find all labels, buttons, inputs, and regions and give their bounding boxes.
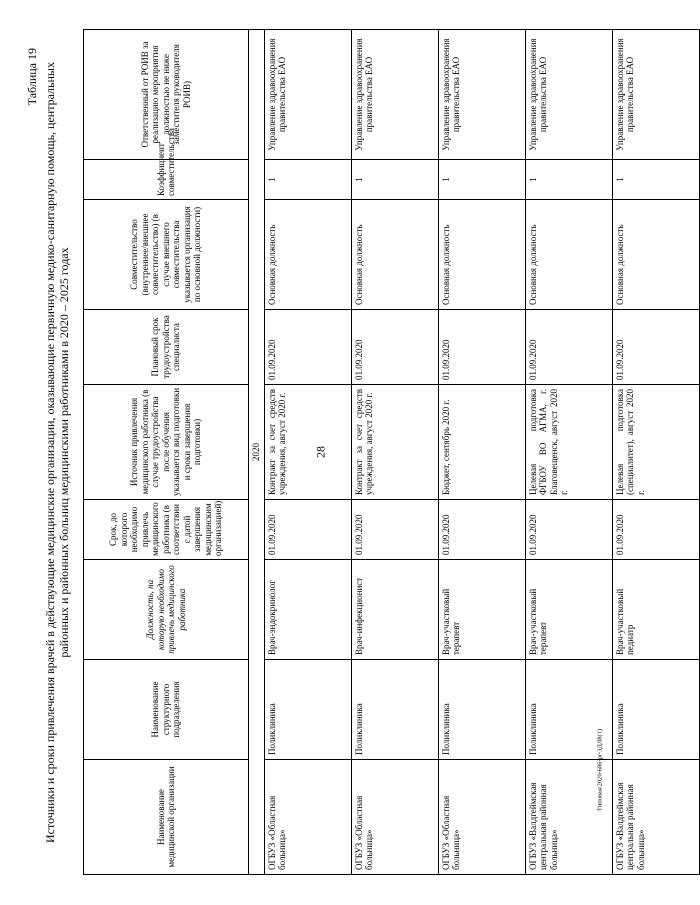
cell-responsible: Управление здравоохранения правительства ЕАО xyxy=(612,30,699,160)
cell-org: ОГБУЗ «Валдгеймская центральная районная больница» xyxy=(612,760,699,875)
header-row xyxy=(84,30,249,875)
cell-responsible: Управление здравоохранения правительства ЕАО xyxy=(351,30,438,160)
cell-org: ОГБУЗ «Валдгеймская центральная районная больница» xyxy=(525,760,612,875)
cell-source: Контракт за счет средств учреждения, август 2020 г. xyxy=(351,385,438,500)
cell-position: Врач-инфекционист xyxy=(351,560,438,660)
cell-responsible: Управление здравоохранения правительства ЕАО xyxy=(438,30,525,160)
table-label: Таблица 19 xyxy=(25,48,39,106)
cell-unit: Поликлиника xyxy=(264,660,351,760)
cell-coef: 1 xyxy=(612,160,699,200)
table-row xyxy=(438,30,525,875)
header-deadline: Срок, до которого необходимо привлечь медицинского работника (в соответствии с датой завершения медицинским организацией) xyxy=(84,500,249,560)
cell-deadline: 01.09.2020 xyxy=(351,500,438,560)
cell-source: Целевая подготовка (специалитет), август 2020 г. xyxy=(612,385,699,500)
cell-deadline: 01.09.2020 xyxy=(612,500,699,560)
cell-org: ОГБУЗ «Областная больница» xyxy=(351,760,438,875)
cell-combination: Основная должность xyxy=(351,200,438,310)
cell-responsible: Управление здравоохранения правительства ЕАО xyxy=(525,30,612,160)
footer-code: Типовая/2020-686-pr-3ДЛ8(1) xyxy=(596,728,604,812)
year-label: 2020 xyxy=(249,30,265,875)
resources-table xyxy=(83,29,700,875)
header-coef: Коэффициент совместительства xyxy=(84,160,249,200)
cell-position: Врач-эндокринолог xyxy=(264,560,351,660)
cell-unit: Поликлиника xyxy=(612,660,699,760)
cell-unit: Поликлиника xyxy=(438,660,525,760)
cell-combination: Основная должность xyxy=(264,200,351,310)
header-org: Наименование медицинской организации xyxy=(84,760,249,875)
cell-combination: Основная должность xyxy=(612,200,699,310)
cell-combination: Основная должность xyxy=(438,200,525,310)
cell-unit: Поликлиника xyxy=(525,660,612,760)
cell-position: Врач-участковый педиатр xyxy=(612,560,699,660)
cell-deadline: 01.09.2020 xyxy=(525,500,612,560)
table-row xyxy=(264,30,351,875)
cell-deadline: 01.09.2020 xyxy=(264,500,351,560)
cell-planned: 01.09.2020 xyxy=(438,310,525,385)
year-row xyxy=(249,30,265,875)
cell-org: ОГБУЗ «Областная больница» xyxy=(438,760,525,875)
cell-planned: 01.09.2020 xyxy=(351,310,438,385)
cell-source: Контракт за счет средств учреждения, август 2020 г. xyxy=(264,385,351,500)
header-unit: Наименование структурного подразделения xyxy=(84,660,249,760)
cell-position: Врач-участковый терапевт xyxy=(438,560,525,660)
cell-combination: Основная должность xyxy=(525,200,612,310)
cell-source: Целевая подготовка ФГБОУ ВО АГМА, г. Благовещенск, август 2020 г. xyxy=(525,385,612,500)
table-row xyxy=(612,30,699,875)
header-planned: Плановый срок трудоустройства специалиста xyxy=(84,310,249,385)
cell-org: ОГБУЗ «Областная больница» xyxy=(264,760,351,875)
cell-coef: 1 xyxy=(438,160,525,200)
cell-coef: 1 xyxy=(264,160,351,200)
cell-coef: 1 xyxy=(351,160,438,200)
cell-coef: 1 xyxy=(525,160,612,200)
header-position: Должность, на которую необходимо привлечь медицинского работника xyxy=(84,560,249,660)
cell-planned: 01.09.2020 xyxy=(612,310,699,385)
header-combination: Совместительство (внутреннее/внешнее совместительство) (в случае внешнего совместительства указывается организация по основной должности) xyxy=(84,200,249,310)
cell-position: Врач-участковый терапевт xyxy=(525,560,612,660)
cell-planned: 01.09.2020 xyxy=(264,310,351,385)
table-title: Источники и сроки привлечения врачей в действующие медицинские организации, оказывающие первичную медико-санитарную помощь, центральных районных и районных больниц медицинскими работниками в 2020 – 2025 годах xyxy=(43,62,71,843)
header-source: Источник привлечения медицинского работника (в случае трудоустройства после обучения указывается вид подготовки и сроки завершения подготовки) xyxy=(84,385,249,500)
table-row xyxy=(351,30,438,875)
page-number: 28 xyxy=(313,446,328,458)
cell-planned: 01.09.2020 xyxy=(525,310,612,385)
table-row xyxy=(525,30,612,875)
cell-unit: Поликлиника xyxy=(351,660,438,760)
cell-source: Бюджет, сентябрь 2020 г. xyxy=(438,385,525,500)
cell-deadline: 01.09.2020 xyxy=(438,500,525,560)
cell-responsible: Управление здравоохранения правительства ЕАО xyxy=(264,30,351,160)
header-responsible: Ответственный от РОИВ за реализацию мероприятия должностью не ниже заместителя руководителя РОИВ) xyxy=(84,30,249,160)
